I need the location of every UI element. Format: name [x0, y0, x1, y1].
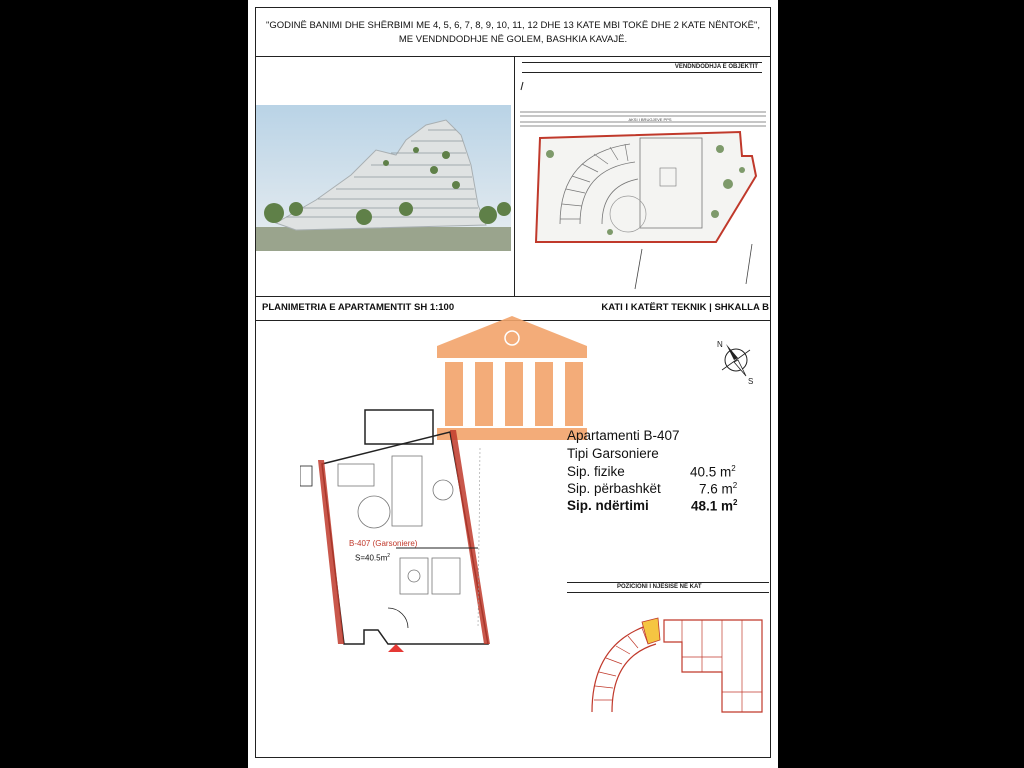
building-render-image [256, 105, 511, 251]
divider-section-top [255, 296, 771, 297]
compass-south-label: S [748, 377, 754, 386]
section-title-right: KATI I KATËRT TEKNIK | SHKALLA B [601, 302, 769, 313]
divider-header [255, 56, 771, 57]
key-plan-header [567, 582, 769, 593]
project-title-line1: "GODINË BANIMI DHE SHËRBIMI ME 4, 5, 6, 7, 8, 9, 10, 11, 12 DHE 13 KATE MBI TOKË DHE 2 KATE NËNTOKË", [265, 20, 761, 31]
road-label: AKSI I BRUGJEVE PPS [628, 117, 672, 122]
project-title [258, 19, 768, 47]
compass-north-label: N [717, 340, 723, 349]
location-panel-title: VENDNDODHJA E OBJEKTIT [674, 64, 758, 70]
north-arrow-icon [712, 336, 762, 388]
area-physical-label: Sip. fizike [567, 464, 625, 479]
project-title-line2: ME VENDNDODHJE NË GOLEM, BASHKIA KAVAJË. [398, 34, 628, 45]
area-shared-value: 7.6 $m^2$ [699, 481, 738, 497]
entrance-marker-icon [388, 644, 404, 652]
highlighted-unit [642, 618, 660, 644]
apartment-name: Apartamenti B-407 [567, 428, 680, 443]
section-title-left: PLANIMETRIA E APARTAMENTIT SH 1:100 [262, 302, 455, 313]
key-plan-title: POZICIONI I NJËSISË NË KAT [617, 584, 702, 590]
divider-top-middle [514, 56, 515, 296]
site-plan-drawing [520, 74, 766, 292]
apartment-floor-plan [300, 408, 500, 658]
area-built-value: 48.1 $m^2$ [691, 498, 738, 514]
area-built-label: Sip. ndërtimi [567, 498, 649, 513]
floor-key-plan [572, 612, 768, 720]
plan-unit-label: B-407 (Garsoniere) [349, 539, 418, 548]
apartment-type: Tipi Garsoniere [567, 446, 659, 461]
area-physical-value: 40.5 $m^2$ [690, 464, 736, 480]
area-shared-label: Sip. përbashkët [567, 481, 661, 496]
location-panel-header [522, 62, 762, 73]
plan-area-label: $S=40.5m^2$ [355, 553, 391, 563]
